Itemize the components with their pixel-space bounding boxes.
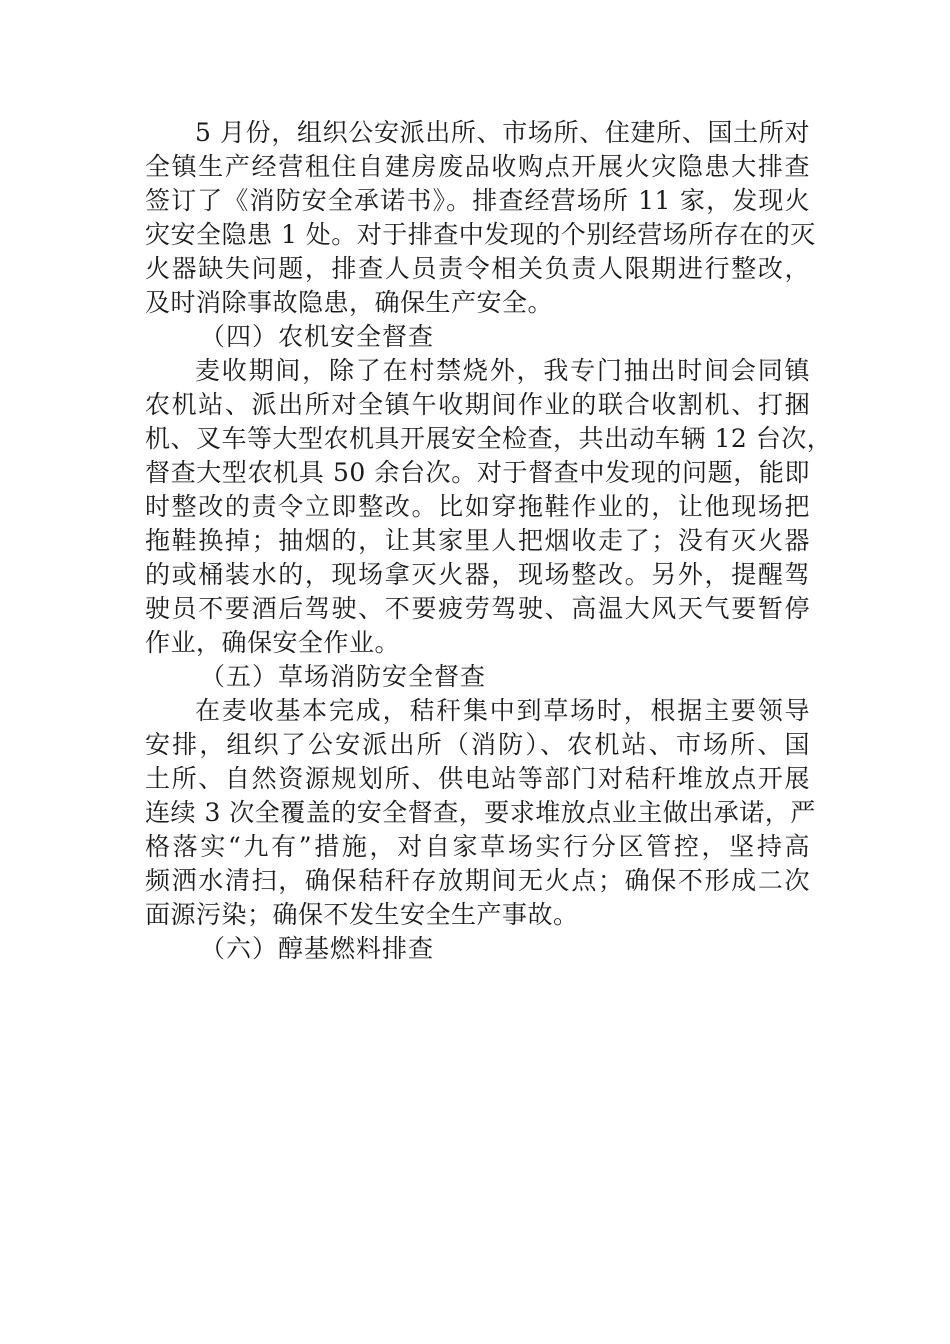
paragraph-fire-inspection	[145, 116, 816, 320]
text-line: 火器缺失问题，排查人员责令相关负责人限期进行整改，	[145, 254, 810, 283]
text-line: 拖鞋换掉；抽烟的，让其家里人把烟收走了；没有灭火器	[145, 526, 810, 555]
section-heading-6: （六）醇基燃料排查	[200, 934, 435, 963]
text-line: 灾安全隐患 1 处。对于排查中发现的个别经营场所存在的灭	[145, 220, 816, 249]
text-line: 5 月份，组织公安派出所、市场所、住建所、国土所对	[195, 118, 810, 147]
text-line: 麦收期间，除了在村禁烧外，我专门抽出时间会同镇	[195, 356, 810, 385]
text-line: 全镇生产经营租住自建房废品收购点开展火灾隐患大排查	[145, 152, 810, 181]
paragraph-grassland-fire	[145, 694, 816, 932]
text-line: 机、叉车等大型农机具开展安全检查，共出动车辆 12 台次，	[145, 424, 833, 453]
document-body	[145, 116, 833, 966]
section-heading-5: （五）草场消防安全督查	[200, 662, 487, 691]
text-line: 签订了《消防安全承诺书》。排查经营场所 11 家，发现火	[145, 186, 810, 215]
paragraph-farm-machinery	[145, 354, 833, 660]
text-line: 农机站、派出所对全镇午收期间作业的联合收割机、打捆	[145, 390, 810, 419]
text-line: 频洒水清扫，确保秸秆存放期间无火点；确保不形成二次	[145, 866, 810, 895]
text-line: 及时消除事故隐患，确保生产安全。	[145, 288, 554, 317]
text-line: 面源污染；确保不发生安全生产事故。	[145, 900, 579, 929]
section-heading-4: （四）农机安全督查	[200, 322, 435, 351]
text-line: 作业，确保安全作业。	[145, 628, 401, 657]
text-line: 督查大型农机具 50 余台次。对于督查中发现的问题，能即	[145, 458, 810, 487]
text-line: 土所、自然资源规划所、供电站等部门对秸秆堆放点开展	[145, 764, 810, 793]
text-line: 连续 3 次全覆盖的安全督查，要求堆放点业主做出承诺，严	[145, 798, 816, 827]
text-line: 安排，组织了公安派出所（消防）、农机站、市场所、国	[145, 730, 810, 759]
text-line: 驶员不要酒后驾驶、不要疲劳驾驶、高温大风天气要暂停	[145, 594, 810, 623]
text-line: 的或桶装水的，现场拿灭火器，现场整改。另外，提醒驾	[145, 560, 810, 589]
text-line: 时整改的责令立即整改。比如穿拖鞋作业的，让他现场把	[145, 492, 810, 521]
text-line: 格落实“九有”措施，对自家草场实行分区管控，坚持高	[145, 832, 810, 861]
text-line: 在麦收基本完成，秸秆集中到草场时，根据主要领导	[195, 696, 810, 725]
